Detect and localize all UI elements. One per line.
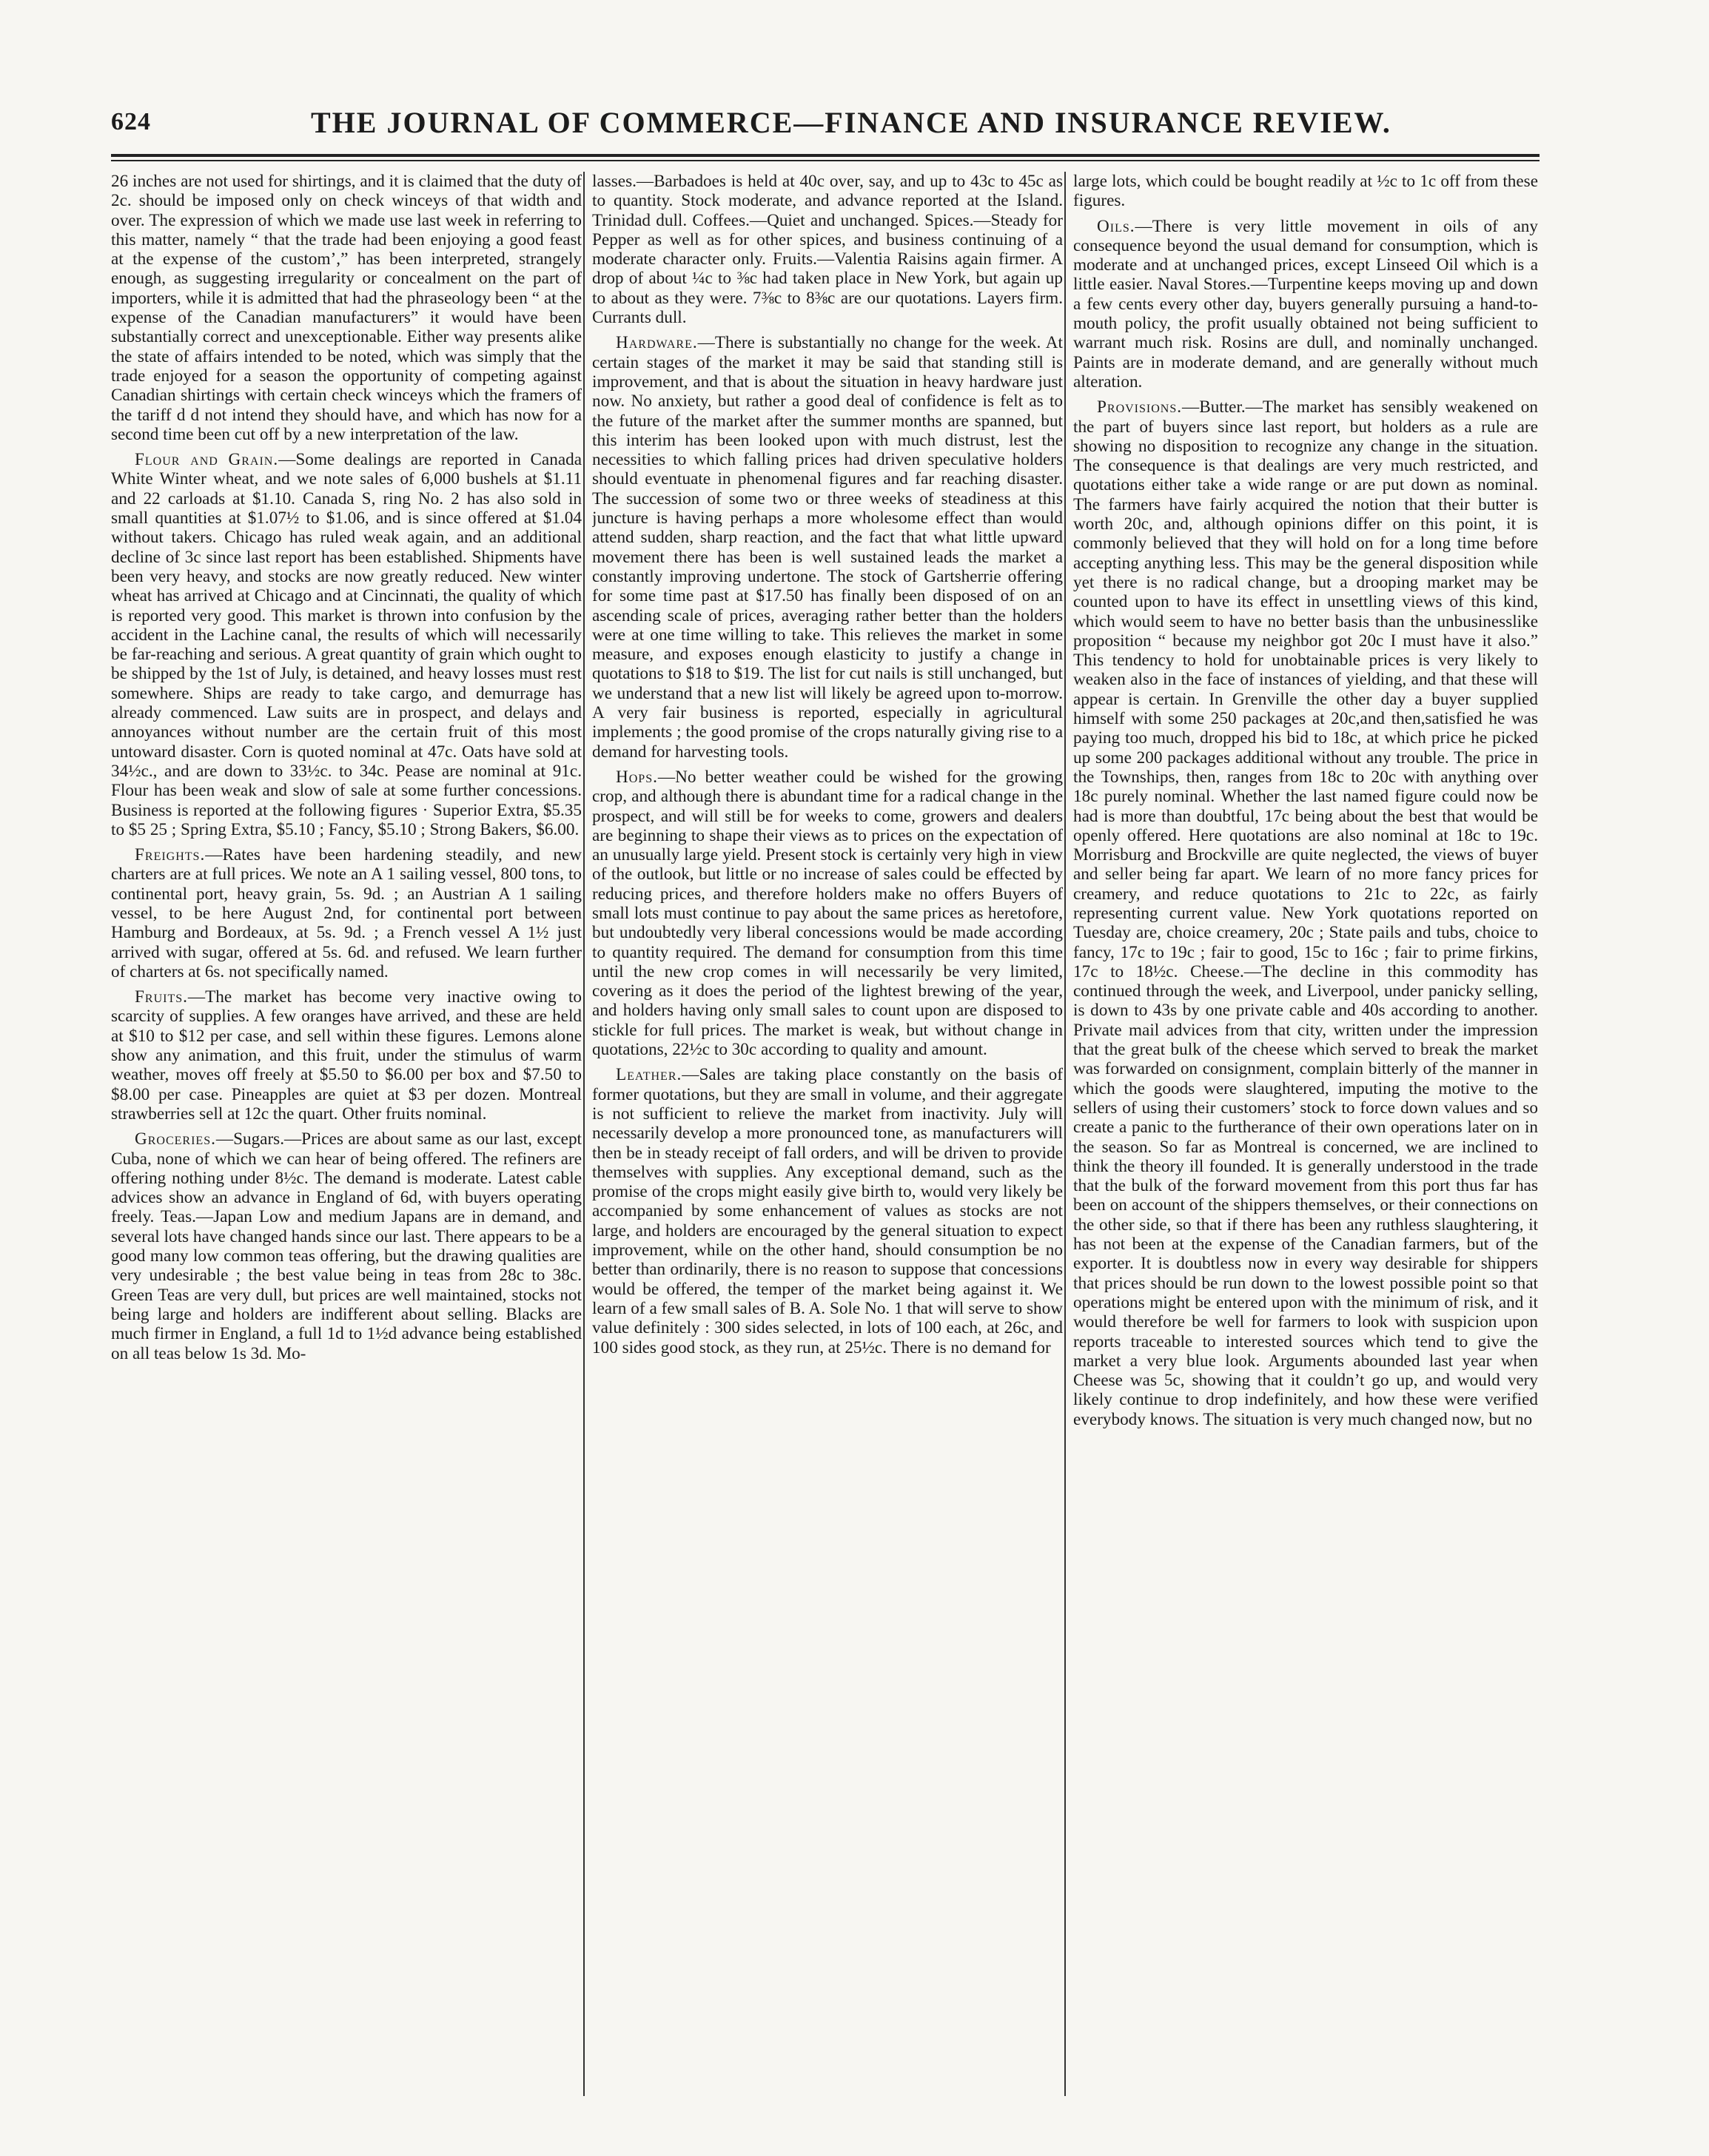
header-rule-thin: [111, 160, 1540, 161]
paragraph: [1073, 217, 1538, 392]
paragraph: [592, 333, 1063, 762]
paragraph: [111, 987, 582, 1124]
paragraph-body: —Sugars.—Prices are about same as our last, except Cuba, none of which we can hear of being offered. The refiners are offering nothing under 8½c. The demand is moderate. Latest cable advices show an advance in England of 6d, with buyers operating freely. Teas.—Japan Low and medium Japans are in demand, and several lots have changed hands since our last. There appears to be a good many low common teas offering, but the drawing qualities are very undesirable ; the best value being in teas from 28c to 38c. Green Teas are very dull, but prices are well maintained, stocks not being large and holders are indifferent about selling. Blacks are much firmer in England, a full 1d to 1½d advance being established on all teas below 1s 3d. Mo-: [111, 1129, 582, 1363]
page-header: [111, 105, 1540, 142]
paragraph-body: —There is substantially no change for the week. At certain stages of the market it may be said that standing still is improvement, and that is about the situation in heavy hardware just now. No anxiety, but rather a good deal of confidence is felt as to the future of the market after the summer months are spanned, but this interim has been looked upon with much distrust, lest the necessities to which falling prices had driven speculative holders should eventuate in phenomenal figures and far reaching disaster. The succession of some two or three weeks of steadiness at this juncture is having perhaps a more wholesome effect than would attend sudden, sharp reaction, and the fact that what little upward movement there has been is well sustained leads the market a constantly improving undertone. The stock of Gartsherrie offering for some time past at $17.50 has finally been disposed of on an ascending scale of prices, averaging rather better than the holders were at one time willing to take. This relieves the market in some measure, and exposes enough elasticity to justify a change in quotations to $18 to $19. The list for cut nails is still unchanged, but we understand that a new list will likely be agreed upon to-morrow. A very fair business is reported, especially in agricultural implements ; the good promise of the crops naturally giving rise to a demand for harvesting tools.: [592, 333, 1063, 762]
paragraph-body: —Rates have been hardening steadily, and new charters are at full prices. We note an A 1 sailing vessel, 800 tons, to continental port, heavy grain, 5s. 9d. ; an Austrian A 1 sailing vessel, to be here August 2nd, for continental port between Hamburg and Bordeaux, at 5s. 9d. ; a French vessel A 1½ just arrived with sugar, offered at 5s. 6d. and refused. We learn further of charters at 6s. not specifically named.: [111, 845, 582, 981]
paragraph: [592, 172, 1063, 327]
paragraph-body: —There is very little movement in oils of any consequence beyond the usual demand for consumption, which is moderate and at unchanged prices, except Linseed Oil which is a little easier. Naval Stores.—Turpentine keeps moving up and down a few cents every other day, buyers generally pursuing a hand-to-mouth policy, the profit usually obtained not being sufficient to warrant much risk. Rosins are dull, and nominally unchanged. Paints are in moderate demand, and are generally without much alteration.: [1073, 216, 1538, 392]
section-heading: Groceries.: [135, 1129, 216, 1149]
section-heading: Leather.: [616, 1065, 682, 1085]
paragraph-body: large lots, which could be bought readily at ½c to 1c off from these figures.: [1073, 172, 1538, 211]
section-heading: Oils.: [1097, 216, 1135, 236]
section-heading: Hops.: [616, 767, 658, 787]
paragraph-body: —Butter.—The market has sensibly weakened on the part of buyers since last report, but holders as a rule are showing no disposition to recognize any change in the situation. The consequence is that dealings are very much restricted, and quotations either take a wide range or are put down as nominal. The farmers have fairly acquired the notion that their butter is worth 20c, and, although opinions differ on this point, it is commonly believed that they will hold on for a long time before accepting anything less. This may be the general disposition while yet there is no radical change, but a drooping market may be counted upon to have its effect in unsettling views of this kind, which would seem to have no better basis than the unbusinesslike proposition “ because my neighbor got 20c I must have it also.” This tendency to hold for unobtainable prices is very likely to weaken also in the face of instances of yielding, and that these will appear is certain. In Grenville the other day a buyer supplied himself with some 250 packages at 20c,and then,satisfied he was paying too much, dropped his bid to 18c, at which price he picked up some 200 packages additional without any trouble. The price in the Townships, then, ranges from 18c to 20c with anything over 18c purely nominal. Whether the last named figure could now be had is more than doubtful, 17c being about the best that would be openly offered. Here quotations are also nominal at 18c to 19c. Morrisburg and Brockville are quite neglected, the views of buyer and seller being far apart. We learn of no more fancy prices for creamery, and reduce quotations to 21c to 22c, as fairly representing current value. New York quotations reported on Tuesday are, choice creamery, 20c ; State pails and tubs, choice to fancy, 17c to 19c ; fair to good, 15c to 16c ; fair to prime firkins, 17c to 18½c. Cheese.—The decline in this commodity has continued through the week, and Liverpool, under panicky selling, is down to 43s by one private cable and 40s according to another. Private mail advices from that city, written under the impression that the great bulk of the cheese which served to break the market was forwarded on consignment, complain bitterly of the manner in which the goods were slaughtered, imputing the motive to the sellers of using their customers’ stock to force down values and so create a panic to the furtherance of their own operations later on in the season. So far as Montreal is concerned, we are inclined to think the theory ill founded. It is generally understood in the trade that the bulk of the forward movement from this port thus far has been on account of the shippers themselves, or their connections on the other side, so that if there has been any ruthless slaughtering, it has not been at the expense of the Canadian farmers, but of the exporter. It is doubtless now in every way desirable for shippers that prices should be run down to the lowest possible point so that operations might be entered upon with the minimum of risk, and it would therefore be well for farmers to look with suspicion upon reports traceable to interested sources which tend to give the market a very blue look. Arguments abounded last year when Cheese was 5c, showing that it couldn’t go up, and would very likely continue to drop indefinitely, and how these were verified everybody knows. The situation is very much changed now, but no: [1073, 397, 1538, 1429]
column-1: [111, 172, 582, 2118]
paragraph-body: lasses.—Barbadoes is held at 40c over, say, and up to 43c to 45c as to quantity. Stock moderate, and advance reported at the Island. Trinidad dull. Coffees.—Quiet and unchanged. Spices.—Steady for Pepper as well as for other spices, and business continuing of a moderate character only. Fruits.—Valentia Raisins again firmer. A drop of about ¼c to ⅜c had taken place in New York, but again up to about as they were. 7⅜c to 8⅜c are our quotations. Layers firm. Currants dull.: [592, 172, 1063, 328]
column-divider: [583, 172, 585, 2096]
paragraph: [1073, 397, 1538, 1429]
paragraph: [111, 450, 582, 839]
paragraph: [1073, 172, 1538, 211]
page-number: 624: [111, 108, 151, 135]
paragraph: [111, 172, 582, 444]
column-2: [592, 172, 1063, 2118]
paragraph-body: —No better weather could be wished for the growing crop, and although there is abundant time for a radical change in the prospect, and will still be for weeks to come, growers and dealers are beginning to shape their views as to prices on the expectation of an unusually large yield. Present stock is certainly very high in view of the outlook, but little or no increase of sales could be effected by reducing prices, and therefore holders make no offers Buyers of small lots must continue to pay about the same prices as heretofore, but undoubtedly very liberal concessions would be made according to quantity required. The demand for consumption from this time until the new crop comes in will necessarily be very limited, covering as it does the period of the lightest brewing of the year, and holders having only small sales to count upon are disposed to stickle for full prices. The market is weak, but without change in quotations, 22½c to 30c according to quality and amount.: [592, 767, 1063, 1060]
paragraph-body: —Some dealings are reported in Canada White Winter wheat, and we note sales of 6,000 bushels at $1.11 and 22 carloads at $1.10. Canada S, ring No. 2 has also sold in small quantities at $1.07½ to $1.06, and is since offered at $1.04 without takers. Chicago has ruled weak again, and an additional decline of 3c since last report has been established. Shipments have been very heavy, and stocks are now greatly reduced. New winter wheat has arrived at Chicago and at Cincinnati, the quality of which is reported very good. This market is thrown into confusion by the accident in the Lachine canal, the results of which will necessarily be far-reaching and serious. A great quantity of grain which ought to be shipped by the 1st of July, is detained, and heavy losses must rest somewhere. Ships are ready to take cargo, and demurrage has already commenced. Law suits are in prospect, and delays and annoyances without number are the certain fruit of this most untoward disaster. Corn is quoted nominal at 47c. Oats have sold at 34½c., and are down to 33½c. to 34c. Pease are nominal at 91c. Flour has been weak and slow of sale at some further concessions. Business is reported at the following figures · Superior Extra, $5.35 to $5 25 ; Spring Extra, $5.10 ; Fancy, $5.10 ; Strong Bakers, $6.00.: [111, 450, 582, 839]
section-heading: Hardware.: [616, 333, 698, 353]
paragraph: [592, 768, 1063, 1059]
paragraph-body: —The market has become very inactive owing to scarcity of supplies. A few oranges have arrived, and these are held at $10 to $12 per case, and sell within these figures. Lemons alone show any animation, and this fruit, under the stimulus of warm weather, moves off freely at $5.50 to $6.00 per box and $7.50 to $8.00 per case. Pineapples are quiet at $3 per dozen. Montreal strawberries sell at 12c the quart. Other fruits nominal.: [111, 987, 582, 1124]
paragraph: [111, 845, 582, 981]
section-heading: Freights.: [135, 845, 206, 865]
paragraph: [111, 1129, 582, 1363]
paragraph: [592, 1065, 1063, 1357]
section-heading: Fruits.: [135, 987, 188, 1007]
section-heading: Provisions.: [1097, 397, 1183, 417]
paragraph-body: —Sales are taking place constantly on the basis of former quotations, but they are small in volume, and their aggregate is not sufficient to relieve the market from inactivity. July will necessarily develop a more pronounced tone, as manufacturers will then be in steady receipt of fall orders, and will be driven to provide themselves with supplies. Any exceptional demand, such as the promise of the crops might easily give birth to, would very likely be accompanied by some enhancement of values as stocks are not large, and holders are encouraged by the general situation to expect improvement, while on the other hand, should consumption be no better than ordinarily, there is no reason to suppose that concessions would be offered, the temper of the market being against it. We learn of a few small sales of B. A. Sole No. 1 that will serve to show value definitely : 300 sides selected, in lots of 100 each, at 26c, and 100 sides good stock, as they run, at 25½c. There is no demand for: [592, 1065, 1063, 1357]
journal-title: THE JOURNAL OF COMMERCE—FINANCE AND INSURANCE REVIEW.: [311, 106, 1391, 139]
section-heading: Flour and Grain.: [135, 450, 279, 470]
column-3: [1073, 172, 1538, 2118]
header-rule-thick: [111, 154, 1540, 157]
column-divider: [1064, 172, 1066, 2096]
paragraph-body: 26 inches are not used for shirtings, and it is claimed that the duty of 2c. should be imposed only on check winceys of that width and over. The expression of which we made use last week in referring to this matter, namely “ that the trade had been enjoying a good feast at the expense of the custom’,” has been interpreted, strangely enough, as suggesting irregularity or concealment on the part of importers, while it is admitted that had the phraseology been “ at the expense of the Canadian manufacturers” it would have been substantially correct and unexceptionable. Either way presents alike the state of affairs intended to be noted, which was simply that the trade enjoyed for a season the opportunity of competing against Canadian shirtings with certain check winceys which the framers of the tariff d d not intend they should have, and which has now for a second time been cut off by a new interpretation of the law.: [111, 172, 582, 444]
